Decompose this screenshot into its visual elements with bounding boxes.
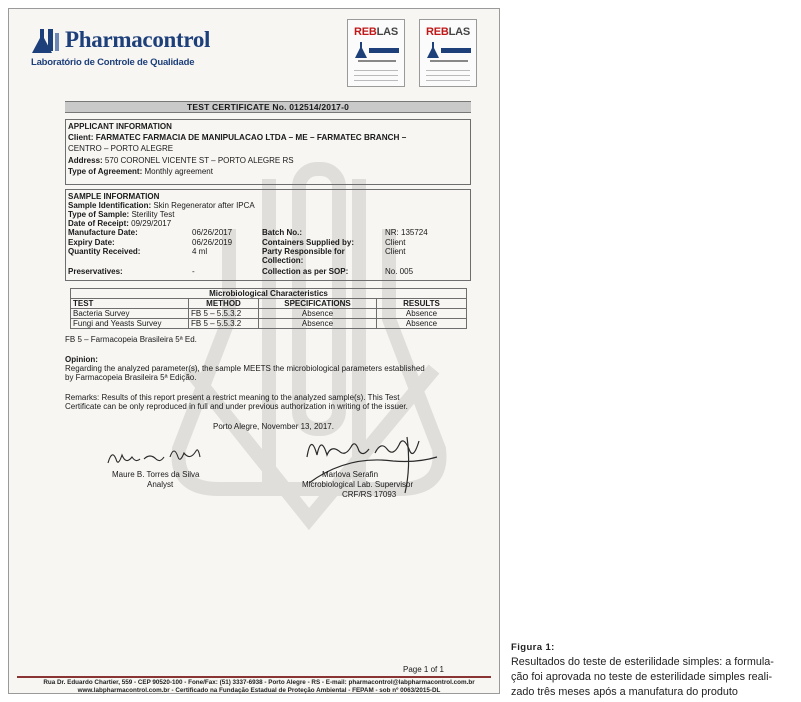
figure-caption	[511, 640, 796, 700]
place-date: Porto Alegre, November 13, 2017.	[213, 422, 334, 431]
row-method: FB 5 – 5.5.3.2	[189, 319, 259, 329]
signer-1-name: Maure B. Torres da Silva	[112, 470, 200, 479]
logo-subtitle: Laboratório de Controle de Qualidade	[31, 57, 195, 68]
client-line-2: CENTRO – PORTO ALEGRE	[68, 144, 174, 153]
row-result: Absence	[377, 319, 467, 329]
footnote: FB 5 – Farmacopeia Brasileira 5ª Ed.	[65, 335, 197, 344]
row-method: FB 5 – 5.5.3.2	[189, 309, 259, 319]
header-specifications: SPECIFICATIONS	[259, 299, 377, 309]
row-spec: Absence	[259, 319, 377, 329]
page-number: Page 1 of 1	[403, 665, 444, 674]
signer-1-role: Analyst	[147, 480, 174, 489]
pharmacontrol-mini-logo	[352, 40, 402, 66]
receipt-date-row: Date of Receipt: 09/29/2017	[68, 219, 172, 228]
certificate-title: TEST CERTIFICATE No. 012514/2017-0	[65, 101, 471, 113]
containers-value: Client	[385, 238, 406, 247]
reblas-seal-1	[347, 19, 405, 87]
caption-line-3: zado três meses após a manufatura do produto	[511, 686, 738, 698]
party-label-2: Collection:	[262, 256, 304, 265]
sample-heading: SAMPLE INFORMATION	[68, 192, 160, 201]
batch-value: NR: 135724	[385, 228, 428, 237]
row-spec: Absence	[259, 309, 377, 319]
pharmacontrol-logo	[29, 23, 211, 78]
remarks-line-1: Remarks: Results of this report present a restrict meaning to the analyzed sample(s). This Test	[65, 393, 400, 402]
party-label-1: Party Responsible for	[262, 247, 345, 256]
caption-line-1: Resultados do teste de esterilidade simples: a formula-	[511, 656, 774, 668]
applicant-heading: APPLICANT INFORMATION	[68, 122, 172, 131]
reblas-brand: REBLAS	[425, 26, 471, 38]
footer-line-2: www.labpharmacontrol.com.br - Certificado na Fundação Estadual de Proteção Ambiental - FEPAM - sob nº 0063/2015-DL	[77, 687, 441, 694]
table-row	[71, 319, 467, 329]
row-test: Bacteria Survey	[71, 309, 189, 319]
signer-2-registration: CRF/RS 17093	[342, 490, 397, 499]
preservatives-label: Preservatives:	[68, 267, 123, 276]
address-row: Address: 570 CORONEL VICENTE ST – PORTO ALEGRE RS	[68, 156, 294, 165]
manufacture-label: Manufacture Date:	[68, 228, 138, 237]
party-value: Client	[385, 247, 406, 256]
microbiological-table	[70, 288, 467, 329]
sop-value: No. 005	[385, 267, 414, 276]
remarks-line-2: Certificate can be only reproduced in full and under previous authorization in writing of the issuer.	[65, 402, 408, 411]
batch-label: Batch No.:	[262, 228, 302, 237]
expiry-value: 06/26/2019	[192, 238, 233, 247]
containers-label: Containers Supplied by:	[262, 238, 355, 247]
opinion-label: Opinion:	[65, 355, 98, 364]
sop-label: Collection as per SOP:	[262, 267, 349, 276]
flask-icon	[29, 27, 61, 57]
sample-type-row: Type of Sample: Sterility Test	[68, 210, 175, 219]
header-test: TEST	[71, 299, 189, 309]
certificate-document	[8, 8, 500, 694]
table-row	[71, 309, 467, 319]
opinion-line-2: by Farmacopeia Brasileira 5ª Edição.	[65, 373, 197, 382]
logo-name: Pharmacontrol	[65, 27, 211, 52]
micro-caption: Microbiological Characteristics	[71, 289, 467, 299]
agreement-row: Type of Agreement: Monthly agreement	[68, 167, 213, 176]
opinion-line-1: Regarding the analyzed parameter(s), the sample MEETS the microbiological parameters established	[65, 364, 425, 373]
sample-identification-row: Sample Identification: Skin Regenerator after IPCA	[68, 201, 255, 210]
quantity-value: 4 ml	[192, 247, 208, 256]
manufacture-value: 06/26/2017	[192, 228, 233, 237]
pharmacontrol-mini-logo	[424, 40, 474, 66]
preservatives-value: -	[192, 267, 195, 276]
row-test: Fungi and Yeasts Survey	[71, 319, 189, 329]
quantity-label: Quantity Received:	[68, 247, 141, 256]
footer-rule	[17, 676, 491, 678]
signer-2-name: Marlova Serafin	[322, 470, 379, 479]
reblas-seal-2	[419, 19, 477, 87]
row-result: Absence	[377, 309, 467, 319]
caption-title: Figura 1:	[511, 642, 555, 653]
header-method: METHOD	[189, 299, 259, 309]
header-results: RESULTS	[377, 299, 467, 309]
footer-line-1: Rua Dr. Eduardo Chartier, 559 - CEP 90520-100 - Fone/Fax: (51) 3337-6938 - Porto Alegre - RS - E-mail: pharmacontrol@labpharmacontrol.com.br	[43, 679, 475, 686]
caption-line-2: ção foi aprovada no teste de esterilidade simples reali-	[511, 671, 773, 683]
expiry-label: Expiry Date:	[68, 238, 115, 247]
client-line-1: Client: FARMATEC FARMACIA DE MANIPULACAO LTDA – ME – FARMATEC BRANCH –	[68, 133, 407, 142]
reblas-brand: REBLAS	[353, 26, 399, 38]
signer-2-role: Microbiological Lab. Supervisor	[302, 480, 414, 489]
